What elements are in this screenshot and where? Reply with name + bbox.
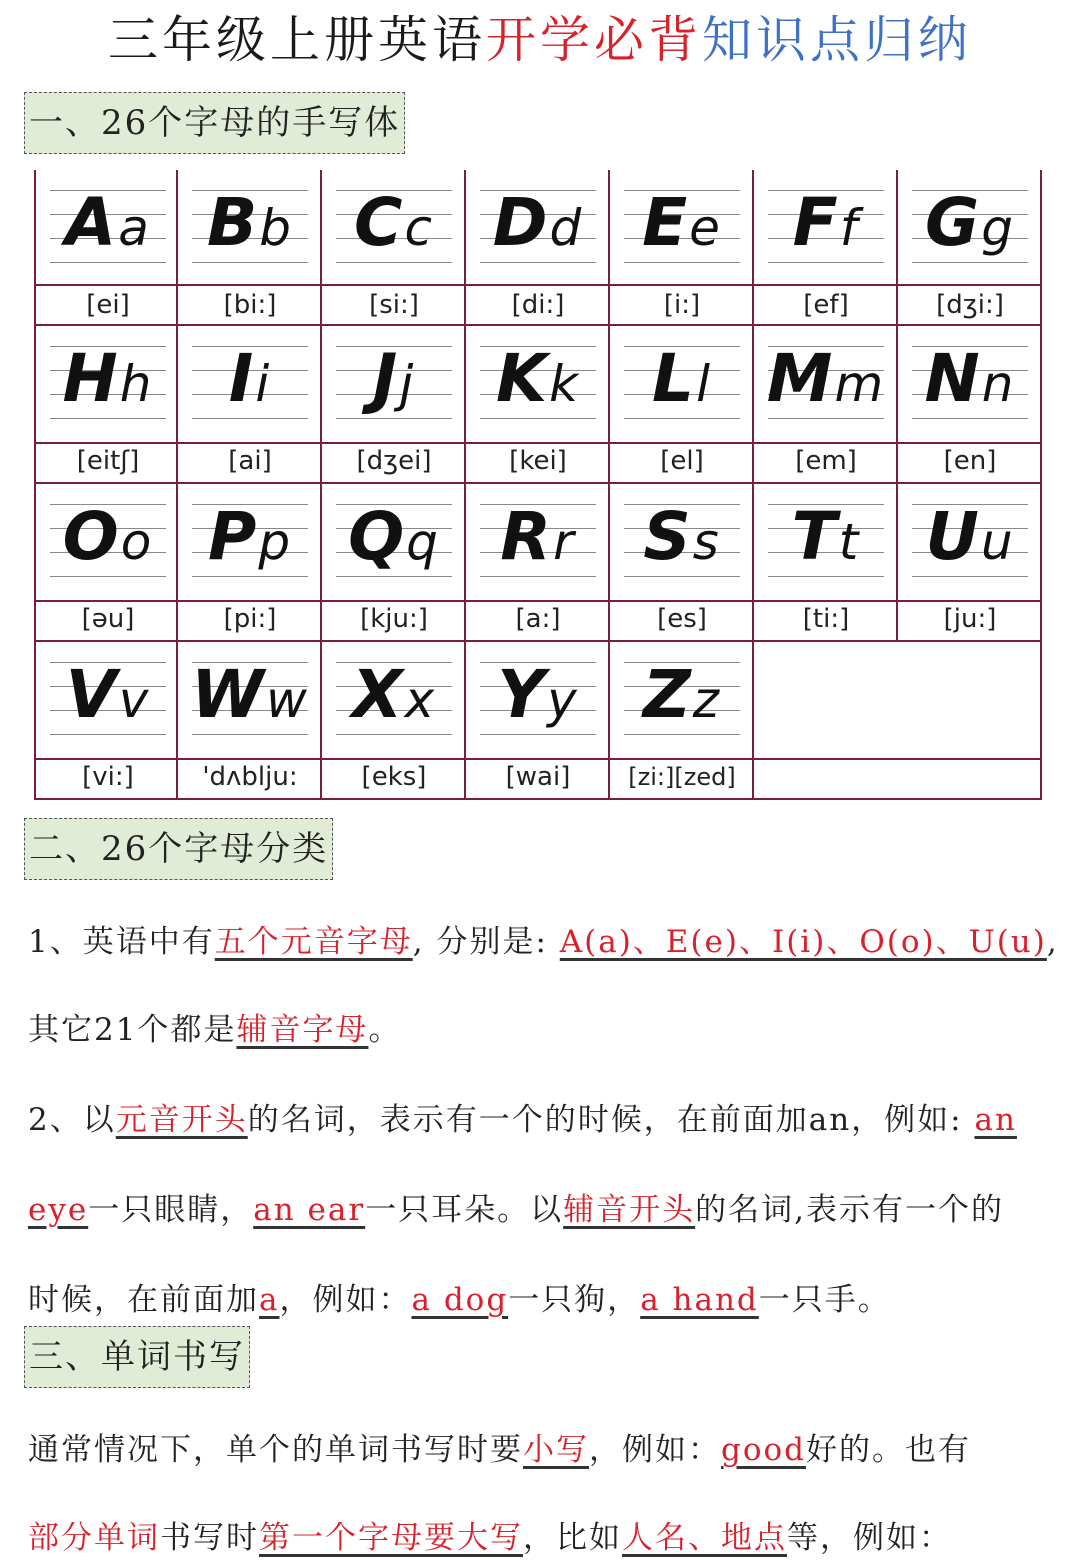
lowercase-letter: i [255, 355, 272, 413]
phonetic-label: [dʒi:] [936, 290, 1004, 320]
handwritten-letters [322, 334, 466, 429]
lowercase-letter: c [404, 199, 434, 257]
highlight: 第一个字母要大写 [259, 1520, 523, 1556]
phonetic-label: [el] [660, 446, 704, 476]
letter-cell [322, 642, 466, 798]
letter-cell [610, 484, 754, 640]
letter-cell [610, 326, 754, 482]
uppercase-letter: X [351, 656, 405, 733]
text: 等，例如： [787, 1520, 952, 1556]
handwritten-letters [322, 650, 466, 745]
grid-line [34, 798, 1042, 800]
phonetic-label: [ju:] [943, 604, 997, 634]
lowercase-letter: e [689, 199, 722, 257]
highlight: 元音开头 [115, 1102, 248, 1138]
uppercase-letter: E [642, 184, 690, 261]
highlight: 辅音字母 [236, 1012, 369, 1048]
uppercase-letter: N [924, 340, 982, 417]
phonetic-label: [es] [657, 604, 707, 634]
text: 1、英语中有 [28, 924, 215, 960]
letter-cell [754, 326, 898, 482]
handwritten-letters [322, 178, 466, 273]
handwritten-letters [36, 334, 180, 429]
highlight: 部分单词 [28, 1520, 160, 1556]
letter-cell [34, 170, 178, 326]
uppercase-letter: Q [348, 498, 407, 575]
lowercase-letter: l [696, 355, 712, 413]
letter-cell [34, 326, 178, 482]
text: 的名词,表示有一个的 [695, 1192, 1005, 1228]
phonetic-label: [en] [943, 446, 997, 476]
grid-line [34, 640, 1042, 642]
uppercase-letter: O [62, 498, 121, 575]
text: 一只耳朵。以 [365, 1192, 564, 1228]
uppercase-letter: J [372, 340, 400, 417]
text: ，例如： [589, 1432, 721, 1468]
page-title [0, 4, 1080, 76]
text: 时候，在前面加 [28, 1282, 259, 1318]
phonetic-label: [kju:] [360, 604, 428, 634]
highlight: a hand [640, 1282, 759, 1318]
uppercase-letter: I [228, 340, 256, 417]
highlight: good [721, 1432, 807, 1468]
section-2-paragraph-2 [28, 1008, 1080, 1052]
text: ，比如 [523, 1520, 622, 1556]
handwritten-letters [322, 492, 466, 587]
text: , [1046, 924, 1059, 960]
letter-cell [466, 326, 610, 482]
phonetic-label: [wai] [505, 762, 571, 792]
phonetic-label: [a:] [515, 604, 561, 634]
phonetic-label: [eks] [361, 762, 427, 792]
lowercase-letter: p [258, 513, 293, 571]
handwritten-letters [610, 650, 754, 745]
handwritten-letters [754, 492, 898, 587]
uppercase-letter: A [65, 184, 119, 261]
letter-cell [178, 484, 322, 640]
grid-line [34, 600, 1042, 602]
phonetic-label: [ai] [228, 446, 272, 476]
letter-cell [34, 642, 178, 798]
phonetic-label: [dʒei] [356, 446, 432, 476]
highlight: 辅音开头 [563, 1192, 696, 1228]
uppercase-letter: C [354, 184, 405, 261]
section-2-paragraph-3 [28, 1098, 1080, 1142]
letter-cell [322, 326, 466, 482]
highlight: 人名、地点 [622, 1520, 787, 1556]
lowercase-letter: k [549, 355, 581, 413]
letter-cell [34, 484, 178, 640]
highlight: 五个元音字母 [214, 924, 413, 960]
phonetic-label: [vi:] [82, 762, 134, 792]
letter-cell [322, 170, 466, 326]
highlight: an ear [253, 1192, 366, 1228]
phonetic-label: [ef] [803, 290, 849, 320]
section-2-paragraph-4 [28, 1188, 1080, 1232]
lowercase-letter: u [980, 513, 1015, 571]
text: 通常情况下，单个的单词书写时要 [28, 1432, 523, 1468]
highlight: eye [28, 1192, 89, 1228]
uppercase-letter: G [925, 184, 982, 261]
text: 其它21个都是 [28, 1012, 237, 1048]
highlight: 小写 [523, 1432, 589, 1468]
lowercase-letter: g [981, 199, 1015, 257]
text: 2、以 [28, 1102, 116, 1138]
text: 。 [368, 1012, 402, 1048]
letter-cell [466, 170, 610, 326]
lowercase-letter: s [692, 513, 721, 571]
uppercase-letter: M [766, 340, 835, 417]
handwritten-letters [466, 492, 610, 587]
lowercase-letter: m [834, 355, 886, 413]
letter-cell [898, 326, 1042, 482]
section-3-paragraph-1 [28, 1428, 1080, 1472]
lowercase-letter: a [118, 199, 151, 257]
phonetic-label: [əu] [81, 604, 135, 634]
text: 一只狗， [508, 1282, 641, 1318]
letter-cell [610, 642, 754, 798]
handwritten-letters [754, 178, 898, 273]
text: 一只手。 [758, 1282, 891, 1318]
text: , 分别是: [412, 924, 560, 960]
phonetic-label: [kei] [509, 446, 567, 476]
uppercase-letter: T [791, 498, 839, 575]
handwritten-letters [898, 178, 1042, 273]
handwritten-letters [36, 492, 180, 587]
lowercase-letter: q [406, 513, 440, 571]
lowercase-letter: o [120, 513, 154, 571]
handwritten-letters [466, 178, 610, 273]
uppercase-letter: R [500, 498, 554, 575]
title-part-2: 开学必背 [486, 11, 702, 69]
letter-cell [466, 642, 610, 798]
handwritten-letters [36, 178, 180, 273]
handwritten-letters [466, 334, 610, 429]
uppercase-letter: W [191, 656, 266, 733]
empty-cell [898, 642, 1042, 798]
lowercase-letter: v [118, 671, 151, 729]
phonetic-label: [zi:][zed] [628, 763, 736, 791]
phonetic-label: [si:] [369, 290, 419, 320]
phonetic-label: 'dʌblju: [202, 762, 298, 792]
phonetic-label: [ei] [86, 290, 130, 320]
letter-cell [898, 170, 1042, 326]
title-part-1: 三年级上册英语 [108, 11, 486, 69]
letter-cell [466, 484, 610, 640]
phonetic-label: [i:] [663, 290, 701, 320]
highlight: an [974, 1102, 1017, 1138]
text: 好的。也有 [806, 1432, 972, 1468]
phonetic-label: [bi:] [223, 290, 277, 320]
lowercase-letter: z [692, 671, 722, 729]
section-2-paragraph-1 [28, 920, 1080, 964]
uppercase-letter: B [206, 184, 260, 261]
grid-line [34, 284, 1042, 286]
handwritten-letters [610, 178, 754, 273]
lowercase-letter: w [265, 671, 309, 729]
handwritten-letters [178, 650, 322, 745]
lowercase-letter: f [839, 199, 860, 257]
grid-line [34, 758, 1042, 760]
text: 的名词，表示有一个的时候，在前面加an，例如: [247, 1102, 975, 1138]
phonetic-label: [eitʃ] [76, 446, 140, 476]
lowercase-letter: n [981, 355, 1016, 413]
handwritten-letters [898, 334, 1042, 429]
lowercase-letter: t [838, 513, 861, 571]
grid-line [34, 482, 1042, 484]
highlight: a dog [411, 1282, 509, 1318]
phonetic-label: [em] [795, 446, 857, 476]
handwritten-letters [610, 334, 754, 429]
letter-cell [178, 642, 322, 798]
letter-cell [178, 326, 322, 482]
handwritten-letters [178, 334, 322, 429]
phonetic-label: [pi:] [223, 604, 277, 634]
letter-cell [178, 170, 322, 326]
lowercase-letter: h [119, 355, 154, 413]
handwritten-letters [178, 178, 322, 273]
lowercase-letter: b [259, 199, 294, 257]
empty-cell [898, 484, 1042, 640]
letter-cell [754, 170, 898, 326]
uppercase-letter: P [207, 498, 259, 575]
grid-line [34, 324, 1042, 326]
letter-cell [322, 484, 466, 640]
lowercase-letter: x [404, 671, 437, 729]
section-2-heading: 二、26个字母分类 [24, 818, 333, 880]
lowercase-letter: j [399, 355, 416, 413]
handwritten-letters [36, 650, 180, 745]
uppercase-letter: D [492, 184, 550, 261]
title-part-3: 知识点归纳 [702, 11, 972, 69]
alphabet-grid [34, 170, 1042, 800]
handwritten-letters [178, 492, 322, 587]
lowercase-letter: y [547, 671, 579, 729]
letter-cell [754, 484, 898, 640]
letter-cell [610, 170, 754, 326]
text: 一只眼睛， [88, 1192, 254, 1228]
uppercase-letter: Y [497, 656, 548, 733]
uppercase-letter: V [65, 656, 119, 733]
text: ，例如： [279, 1282, 412, 1318]
uppercase-letter: S [643, 498, 693, 575]
grid-line [34, 442, 1042, 444]
phonetic-label: [di:] [511, 290, 565, 320]
uppercase-letter: H [62, 340, 120, 417]
lowercase-letter: d [549, 199, 584, 257]
uppercase-letter: L [652, 340, 697, 417]
phonetic-label: [ti:] [802, 604, 850, 634]
uppercase-letter: F [792, 184, 840, 261]
handwritten-letters [754, 334, 898, 429]
highlight: a [259, 1282, 280, 1318]
highlight: A(a)、E(e)、I(i)、O(o)、U(u) [559, 924, 1047, 960]
section-3-paragraph-2 [28, 1516, 1080, 1560]
handwritten-letters [466, 650, 610, 745]
lowercase-letter: r [553, 513, 576, 571]
uppercase-letter: Z [642, 656, 693, 733]
section-2-paragraph-5 [28, 1278, 1080, 1322]
handwritten-letters [610, 492, 754, 587]
section-3-heading: 三、单词书写 [24, 1326, 250, 1388]
section-1-heading: 一、26个字母的手写体 [24, 92, 405, 154]
text: 书写时 [160, 1520, 259, 1556]
uppercase-letter: K [495, 340, 550, 417]
uppercase-letter: U [925, 498, 981, 575]
